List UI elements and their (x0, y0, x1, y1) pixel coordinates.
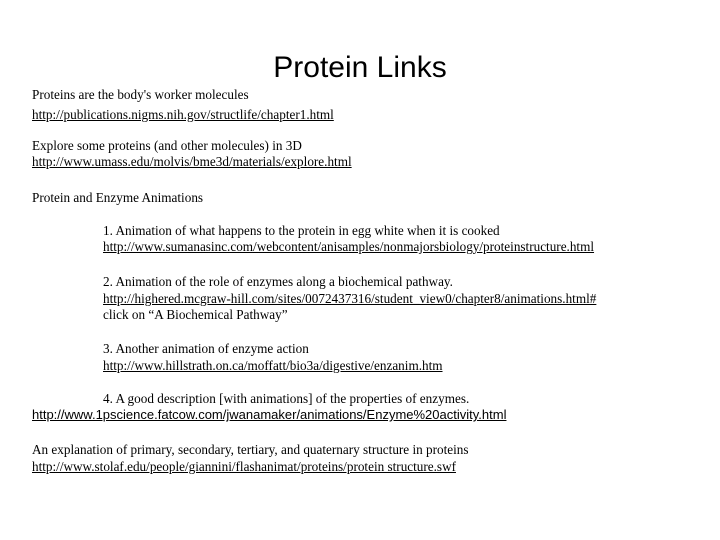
link-umass-explore[interactable]: http://www.umass.edu/molvis/bme3d/materials/explore.html (32, 154, 352, 169)
link-hillstrath-enzanim[interactable]: http://www.hillstrath.on.ca/moffatt/bio3a/digestive/enzanim.htm (103, 358, 443, 373)
intro-text-explore-3d: Explore some proteins (and other molecules) in 3D (32, 138, 302, 153)
link-nigms-structlife[interactable]: http://publications.nigms.nih.gov/structlife/chapter1.html (32, 107, 334, 122)
animation-1-text: 1. Animation of what happens to the protein in egg white when it is cooked (103, 223, 500, 238)
animation-2-text: 2. Animation of the role of enzymes along a biochemical pathway. (103, 274, 453, 289)
link-stolaf-protein-structure[interactable]: http://www.stolaf.edu/people/giannini/flashanimat/proteins/protein structure.swf (32, 459, 456, 474)
intro-text-workers: Proteins are the body's worker molecules (32, 87, 249, 102)
animation-3-text: 3. Another animation of enzyme action (103, 341, 309, 356)
link-sumanas-proteinstructure[interactable]: http://www.sumanasinc.com/webcontent/anisamples/nonmajorsbiology/proteinstructure.html (103, 239, 595, 254)
animation-4-text: 4. A good description [with animations] of the properties of enzymes. (103, 391, 470, 406)
slide-title: Protein Links (273, 51, 447, 84)
section-heading-animations: Protein and Enzyme Animations (32, 190, 204, 205)
link-fatcow-enzyme-activity[interactable]: http://www.1pscience.fatcow.com/jwanamaker/animations/Enzyme%20activity.html (32, 407, 507, 422)
structure-text: An explanation of primary, secondary, tertiary, and quaternary structure in proteins (32, 442, 469, 457)
animation-2-note: click on “A Biochemical Pathway” (103, 307, 288, 322)
link-mcgraw-hill-animations[interactable]: http://highered.mcgraw-hill.com/sites/0072437316/student_view0/chapter8/animations.html# (103, 291, 597, 306)
